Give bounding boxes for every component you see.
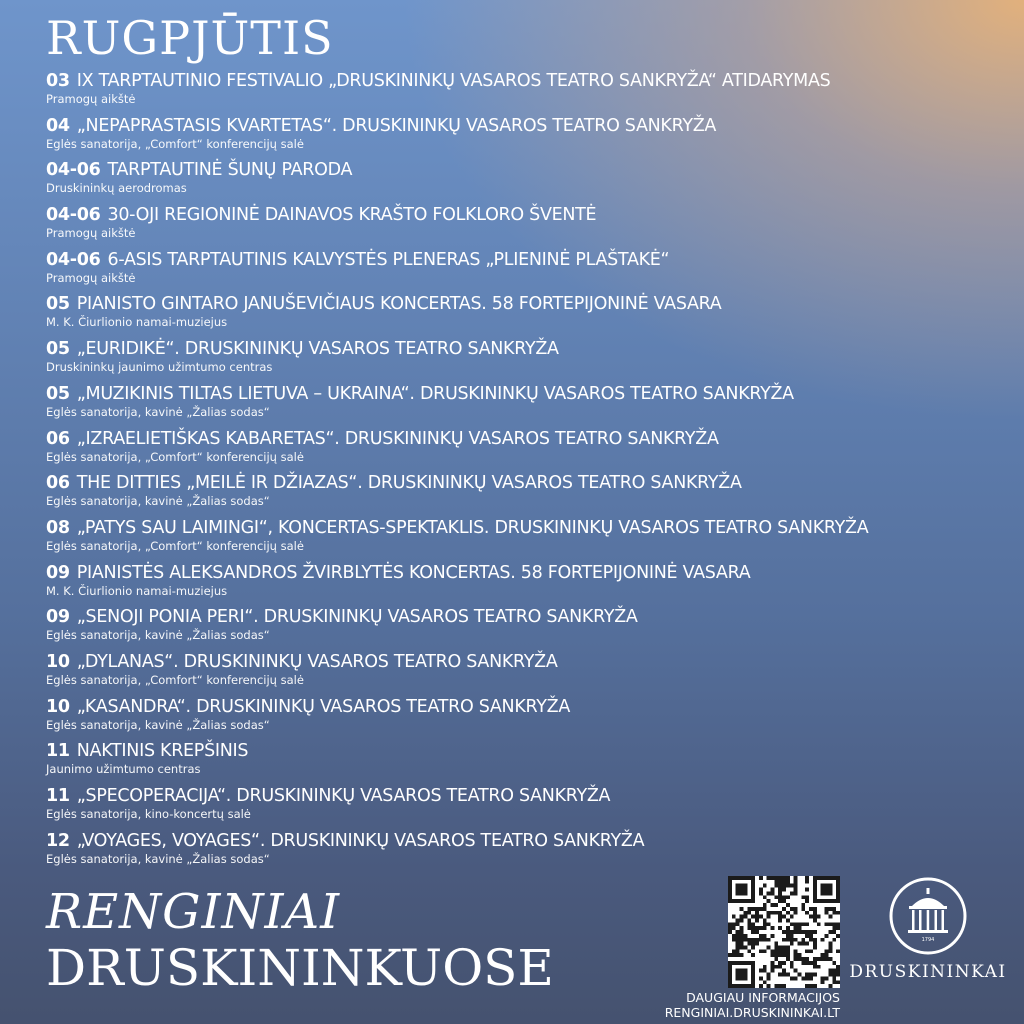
event-date: 11: [46, 741, 70, 762]
event-item: [46, 204, 1006, 249]
rotunda-logo-icon: [888, 876, 968, 956]
event-name: 30-OJI REGIONINĖ DAINAVOS KRAŠTO FOLKLORO ŠVENTĖ: [107, 205, 597, 226]
event-title-line: [46, 70, 1006, 93]
event-name: „NEPAPRASTASIS KVARTETAS“. DRUSKININKŲ VASAROS TEATRO SANKRYŽA: [76, 115, 717, 136]
event-venue: Jaunimo užimtumo centras: [46, 762, 201, 777]
event-name: „SPECOPERACIJA“. DRUSKININKŲ VASAROS TEATRO SANKRYŽA: [76, 786, 611, 806]
event-name: „VOYAGES, VOYAGES“. DRUSKININKŲ VASAROS TEATRO SANKRYŽA: [76, 830, 645, 851]
event-venue: Eglės sanatorija, kavinė „Žalias sodas“: [46, 628, 270, 643]
event-item: [46, 115, 1006, 160]
event-name: PIANISTO GINTARO JANUŠEVIČIAUS KONCERTAS. 58 FORTEPIJONINĖ VASARA: [76, 294, 722, 315]
brand-name: DRUSKININKAI: [849, 962, 1007, 982]
event-item: [46, 338, 1006, 383]
event-name: „MUZIKINIS TILTAS LIETUVA – UKRAINA“. DRUSKININKŲ VASAROS TEATRO SANKRYŽA: [76, 383, 794, 404]
event-name: IX TARPTAUTINIO FESTIVALIO „DRUSKININKŲ VASAROS TEATRO SANKRYŽA“ ATIDARYMAS: [76, 71, 831, 91]
event-name: PIANISTĖS ALEKSANDROS ŽVIRBLYTĖS KONCERTAS. 58 FORTEPIJONINĖ VASARA: [76, 562, 751, 583]
poster-title: [46, 884, 554, 996]
event-title-line: [46, 428, 1006, 451]
event-item: [46, 472, 1006, 517]
more-info: [660, 990, 840, 1020]
event-venue: Eglės sanatorija, kavinė „Žalias sodas“: [46, 494, 270, 509]
event-venue: Eglės sanatorija, „Comfort“ konferencijų salė: [46, 136, 304, 151]
event-name: 6-ASIS TARPTAUTINIS KALVYSTĖS PLENERAS „PLIENINĖ PLAŠTAKĖ“: [107, 249, 670, 270]
event-title-line: [46, 383, 1006, 406]
event-name: TARPTAUTINĖ ŠUNŲ PARODA: [107, 160, 353, 181]
event-item: [46, 70, 1006, 115]
event-name: „EURIDIKĖ“. DRUSKININKŲ VASAROS TEATRO SANKRYŽA: [76, 339, 559, 360]
event-item: [46, 159, 1006, 204]
event-date: 04-06: [46, 160, 101, 181]
event-venue: M. K. Čiurlionio namai-muziejus: [46, 583, 228, 598]
event-date: 05: [46, 339, 70, 360]
event-item: [46, 517, 1006, 562]
event-date: 05: [46, 294, 70, 315]
event-name: „PATYS SAU LAIMINGI“, KONCERTAS-SPEKTAKLIS. DRUSKININKŲ VASAROS TEATRO SANKRYŽA: [76, 517, 869, 538]
event-venue: Pramogų aikštė: [46, 270, 136, 285]
event-name: „SENOJI PONIA PERI“. DRUSKININKŲ VASAROS TEATRO SANKRYŽA: [76, 607, 638, 628]
event-date: 09: [46, 607, 70, 628]
event-date: 10: [46, 651, 70, 672]
event-name: „KASANDRA“. DRUSKININKŲ VASAROS TEATRO SANKRYŽA: [76, 696, 570, 717]
event-venue: Eglės sanatorija, kavinė „Žalias sodas“: [46, 404, 270, 419]
title-line-1: RENGINIAI: [46, 884, 341, 940]
event-title-line: [46, 785, 1006, 808]
event-venue: Druskininkų aerodromas: [46, 181, 187, 196]
event-date: 04: [46, 115, 70, 136]
event-date: 06: [46, 428, 70, 449]
event-venue: Pramogų aikštė: [46, 92, 136, 106]
event-venue: Eglės sanatorija, kavinė „Žalias sodas“: [46, 717, 270, 732]
event-title-line: [46, 651, 1006, 674]
event-item: [46, 383, 1006, 428]
event-date: 10: [46, 696, 70, 717]
event-date: 09: [46, 562, 70, 583]
event-name: THE DITTIES „MEILĖ IR DŽIAZAS“. DRUSKININKŲ VASAROS TEATRO SANKRYŽA: [76, 473, 742, 494]
page-title: RUGPJŪTIS: [46, 11, 334, 65]
more-info-label: DAUGIAU INFORMACIJOS: [686, 990, 840, 1005]
event-title-line: [46, 517, 1006, 540]
event-item: [46, 428, 1006, 473]
event-date: 06: [46, 473, 70, 494]
event-item: [46, 785, 1006, 830]
event-title-line: [46, 740, 1006, 763]
event-item: [46, 740, 1006, 785]
event-name: NAKTINIS KREPŠINIS: [76, 741, 249, 762]
event-title-line: [46, 830, 1006, 853]
event-title-line: [46, 606, 1006, 629]
event-date: 08: [46, 517, 70, 538]
event-venue: Eglės sanatorija, kino-koncertų salė: [46, 807, 251, 821]
event-title-line: [46, 159, 1006, 182]
event-item: [46, 293, 1006, 338]
event-item: [46, 651, 1006, 696]
event-date: 11: [46, 786, 70, 806]
event-date: 04-06: [46, 205, 101, 226]
event-title-line: [46, 293, 1006, 316]
event-title-line: [46, 204, 1006, 227]
event-title-line: [46, 472, 1006, 495]
event-date: 05: [46, 383, 70, 404]
event-item: [46, 696, 1006, 741]
event-date: 12: [46, 830, 70, 851]
event-item: [46, 249, 1006, 294]
title-line-2: DRUSKININKUOSE: [46, 939, 554, 997]
logo-year: 1794: [921, 937, 935, 943]
event-date: 03: [46, 71, 70, 91]
event-title-line: [46, 562, 1006, 585]
event-venue: Eglės sanatorija, kavinė „Žalias sodas“: [46, 851, 270, 866]
more-info-url[interactable]: RENGINIAI.DRUSKININKAI.LT: [664, 1005, 840, 1020]
event-item: [46, 606, 1006, 651]
event-venue: M. K. Čiurlionio namai-muziejus: [46, 315, 228, 330]
event-name: „DYLANAS“. DRUSKININKŲ VASAROS TEATRO SANKRYŽA: [76, 651, 558, 672]
event-venue: Druskininkų jaunimo užimtumo centras: [46, 360, 273, 375]
event-title-line: [46, 338, 1006, 361]
event-title-line: [46, 115, 1006, 138]
event-venue: Eglės sanatorija, „Comfort“ konferencijų salė: [46, 449, 304, 464]
event-name: „IZRAELIETIŠKAS KABARETAS“. DRUSKININKŲ VASAROS TEATRO SANKRYŽA: [76, 428, 719, 449]
qr-code-icon[interactable]: [728, 876, 840, 988]
event-date: 04-06: [46, 249, 101, 270]
event-title-line: [46, 696, 1006, 719]
event-list: [46, 70, 1006, 874]
event-title-line: [46, 249, 1006, 272]
event-venue: Eglės sanatorija, „Comfort“ konferencijų salė: [46, 672, 304, 687]
event-venue: Pramogų aikštė: [46, 226, 136, 241]
event-venue: Eglės sanatorija, „Comfort“ konferencijų salė: [46, 538, 304, 553]
event-item: [46, 830, 1006, 875]
event-item: [46, 562, 1006, 607]
